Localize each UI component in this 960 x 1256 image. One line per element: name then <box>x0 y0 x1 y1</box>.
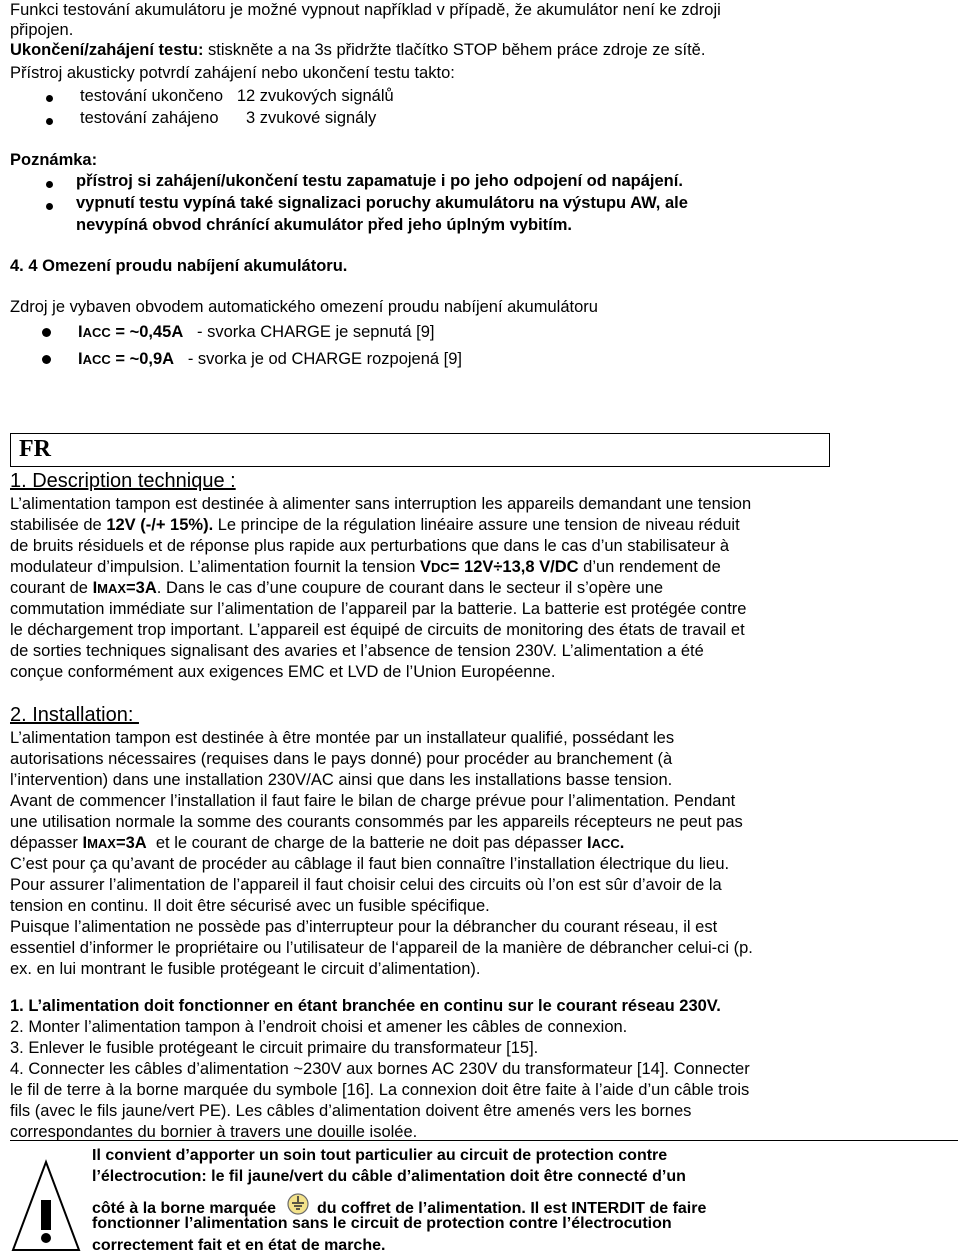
fr-heading-description: 1. Description technique : <box>10 470 236 492</box>
text: stabilisée de <box>10 516 107 534</box>
fr-p3-line-4: Puisque l’alimentation ne possède pas d’interrupteur pour la débrancher du courant réseau, il est <box>10 918 718 936</box>
symbol-sub: ACC <box>82 352 111 367</box>
cz-note-1: přístroj si zahájení/ukončení testu zapamatuje i po jeho odpojení od napájení. <box>76 172 683 190</box>
cz-line-2: připojen. <box>10 21 74 39</box>
fr-p2-line-6 <box>10 833 624 854</box>
fr-p1-line-1: L’alimentation tampon est destinée à alimenter sans interruption les appareils demandant une tension <box>10 495 752 513</box>
cz-note-2a: vypnutí testu vypíná také signalizaci poruchy akumulátoru na výstupu AW, ale <box>76 194 688 212</box>
text: d’un rendement de <box>578 558 721 576</box>
cz-limit-2 <box>78 349 462 370</box>
cz-note-2b: nevypíná obvod chránící akumulátor před jeho úplným vybitím. <box>76 216 573 234</box>
cz-section-title: 4. 4 Omezení proudu nabíjení akumulátoru. <box>10 257 348 275</box>
fr-heading-installation: 2. Installation: <box>10 704 139 726</box>
voltage-range: = 12V÷13,8 V/DC <box>449 558 579 576</box>
fr-step-4-line-1: 4. Connecter les câbles d’alimentation ~230V aux bornes AC 230V du transformateur [14]. Connecter <box>10 1060 750 1078</box>
fr-banner-label: FR <box>19 436 51 462</box>
fr-p3-line-2: Pour assurer l’alimentation de l’appareil il faut choisir celui des circuits où l’on est sûr d’avoir de la <box>10 876 722 894</box>
symbol-sub: MAX <box>97 581 127 596</box>
cz-limit-intro: Zdroj je vybaven obvodem automatického omezení proudu nabíjení akumulátoru <box>10 298 598 316</box>
voltage-spec: 12V (-/+ 15%). <box>106 516 214 534</box>
cz-test-text: stiskněte a na 3s přidržte tlačítko STOP během práce zdroje ze sítě. <box>203 41 706 59</box>
fr-p1-line-8: de sorties techniques signalisant des avaries et l’absence de tension 230V. L’alimentation a été <box>10 642 704 660</box>
fr-step-3: 3. Enlever le fusible protégeant le circuit primaire du transformateur [15]. <box>10 1039 539 1057</box>
fr-p1-line-3: de bruits résiduels et de réponse plus rapide aux perturbations que dans le cas d’un stabilisateur à <box>10 537 730 555</box>
fr-p3-line-5: essentiel d’informer le propriétaire ou l’utilisateur de l‘appareil de la manière de débrancher celui-ci (p. <box>10 939 753 957</box>
symbol-sub: ACC <box>591 836 620 851</box>
current-value: =3A <box>115 834 147 852</box>
symbol-i: I <box>82 834 88 852</box>
symbol-v: V <box>420 558 432 576</box>
warning-line-1: Il convient d’apporter un soin tout particulier au circuit de protection contre <box>92 1147 668 1164</box>
bullet-icon <box>46 203 53 210</box>
fr-p3-line-1: C’est pour ça qu’avant de procéder au câblage il faut bien connaître l’installation électrique du lieu. <box>10 855 730 873</box>
fr-step-4-line-4: correspondantes du bornier à travers une douille isolée. <box>10 1123 418 1141</box>
bullet-icon <box>46 181 53 188</box>
limit-value: = ~0,45A <box>110 323 184 341</box>
fr-p1-line-9: conçue conformément aux exigences EMC et LVD de l’Union Européenne. <box>10 663 556 681</box>
cz-bullet-2: testování zahájeno 3 zvukové signály <box>80 109 377 127</box>
fr-p2-line-1: L’alimentation tampon est destinée à être montée par un installateur qualifié, possédant les <box>10 729 675 747</box>
fr-p2-line-2: autorisations nécessaires (requises dans le pays donné) pour procéder au branchement (à <box>10 750 673 768</box>
symbol-i: I <box>586 834 592 852</box>
fr-step-1: 1. L’alimentation doit fonctionner en étant branchée en continu sur le courant réseau 230V. <box>10 997 721 1015</box>
fr-p1-line-4 <box>10 557 721 578</box>
bullet-icon <box>46 118 53 125</box>
cz-line-4: Přístroj akusticky potvrdí zahájení nebo ukončení testu takto: <box>10 64 455 82</box>
fr-p2-line-5: une utilisation normale la somme des courants consommés par les appareils récepteurs ne peut pas <box>10 813 743 831</box>
fr-p3-line-3: tension en continu. Il doit être sécurisé avec un fusible spécifique. <box>10 897 490 915</box>
fr-step-4-line-2: le fil de terre à la borne marquée du symbole [16]. La connexion doit être faite à l’aide d’un câble trois <box>10 1081 750 1099</box>
warning-line-5: correctement fait et en état de marche. <box>92 1237 386 1254</box>
text: courant de <box>10 579 93 597</box>
bullet-icon <box>42 355 51 364</box>
fr-step-4-line-3: fils (avec le fils jaune/vert PE). Les câbles d’alimentation doivent être amenés vers les bornes <box>10 1102 692 1120</box>
text: . <box>619 834 625 852</box>
fr-p2-line-4: Avant de commencer l’installation il faut faire le bilan de charge prévue pour l’alimentation. Pendant <box>10 792 736 810</box>
warning-text: du coffret de l’alimentation. Il est INTERDIT de faire <box>316 1200 707 1217</box>
symbol-sub: ACC <box>82 325 111 340</box>
text: Le principe de la régulation linéaire assure une tension de niveau réduit <box>213 516 740 534</box>
cz-note-title: Poznámka: <box>10 151 98 169</box>
bullet-icon <box>46 95 53 102</box>
fr-p1-line-5 <box>10 578 663 599</box>
symbol-sub: DC <box>431 560 450 575</box>
warning-line-2: l’électrocution: le fil jaune/vert du câble d’alimentation doit être connecté d’un <box>92 1168 686 1185</box>
text: dépasser <box>10 834 83 852</box>
fr-language-banner <box>10 433 830 467</box>
symbol-i: I <box>78 323 83 341</box>
divider <box>10 1140 958 1141</box>
fr-p1-line-6: commutation immédiate sur l’alimentation de l’appareil par la batterie. La batterie est protégée contre <box>10 600 747 618</box>
fr-p2-line-3: l’intervention) dans une installation 230V/AC ainsi que dans les installations basse tension. <box>10 771 673 789</box>
fr-step-2: 2. Monter l’alimentation tampon à l’endroit choisi et amener les câbles de connexion. <box>10 1018 628 1036</box>
symbol-i: I <box>92 579 98 597</box>
limit-desc: - svorka CHARGE je sepnutá [9] <box>183 323 435 341</box>
cz-line-3 <box>10 40 705 61</box>
text: et le courant de charge de la batterie ne doit pas dépasser <box>146 834 587 852</box>
warning-icon <box>10 1158 82 1254</box>
text: . <box>156 579 166 597</box>
symbol-sub: MAX <box>87 836 116 851</box>
fr-p1-line-2 <box>10 515 740 536</box>
warning-line-4: fonctionner l’alimentation sans le circuit de protection contre l’électrocution <box>92 1215 672 1232</box>
text: modulateur d’impulsion. L’alimentation fournit la tension <box>10 558 420 576</box>
current-value: =3A <box>126 579 157 597</box>
fr-p3-line-6: ex. en lui montrant le fusible protégeant le circuit d’alimentation). <box>10 960 481 978</box>
cz-bullet-1: testování ukončeno 12 zvukových signálů <box>80 87 394 105</box>
warning-text: côté à la borne marquée <box>92 1200 277 1217</box>
cz-line-1: Funkci testování akumulátoru je možné vypnout například v případě, že akumulátor není ke zdroji <box>10 1 721 19</box>
limit-value: = ~0,9A <box>110 350 175 368</box>
cz-limit-1 <box>78 322 435 343</box>
bullet-icon <box>42 328 51 337</box>
ground-symbol-icon <box>287 1193 309 1215</box>
fr-p1-line-7: le déchargement trop important. L’appareil est équipé de circuits de monitoring des états de travail et <box>10 621 745 639</box>
cz-test-label: Ukončení/zahájení testu: <box>10 41 204 59</box>
text: Dans le cas d’une coupure de courant dans le secteur il s’opère une <box>165 579 664 597</box>
symbol-i: I <box>78 350 83 368</box>
limit-desc: - svorka je od CHARGE rozpojená [9] <box>174 350 463 368</box>
